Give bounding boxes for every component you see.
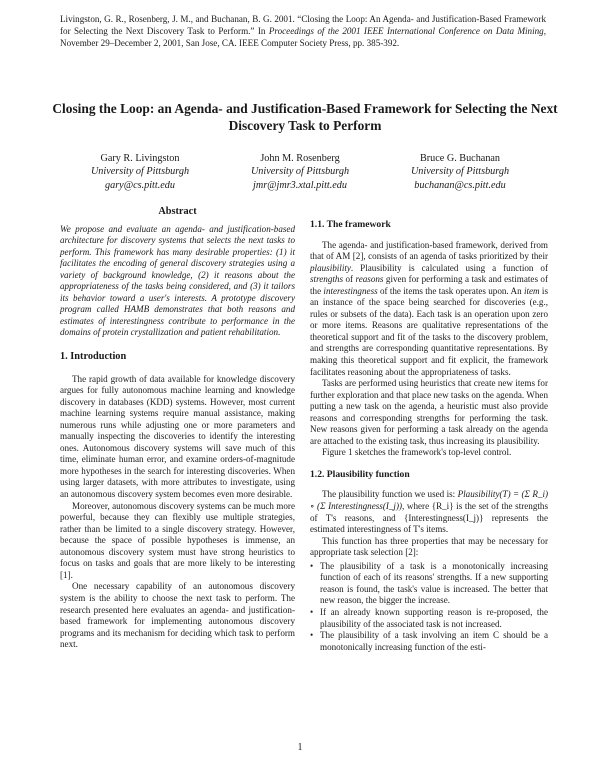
citation-prefix: Livingston, G. R., Rosenberg, J. M., and Buchanan, B. G. 2001. “Closing the Loop: An Agenda- and Justification-Based Framework for Selecting the Next Discovery Task to Perform.” In	[60, 14, 546, 36]
plausibility-formula: Plausibility(T) = (Σ R_i) ∘ (Σ Interestingness(I_j))	[310, 489, 548, 512]
property-list	[310, 561, 548, 653]
author-email: gary@cs.pitt.edu	[105, 179, 175, 191]
plausibility-paragraph: The plausibility function we used is: Plausibility(T) = (Σ R_i) ∘ (Σ Interestingness(I_j)), where {R_i} is the set of the strengths of T's reasons, and {Interestingness(I_j)} represents the estimated interestingness of T's items.	[310, 489, 548, 535]
bullet-icon: •	[310, 606, 314, 617]
author-affiliation: University of Pittsburgh	[250, 166, 350, 178]
intro-paragraph: Moreover, autonomous discovery systems can be much more powerful, because they can flexibly use multiple strategies, rather than be limited to a single discovery strategy. However, because the space of possible hypotheses is immense, an autonomous discovery system must have strong heuristics to focus on tasks and goals that are more likely to be interesting [1].	[60, 500, 295, 580]
abstract-heading: Abstract	[158, 206, 197, 217]
bullet-icon: •	[310, 630, 314, 641]
framework-paragraph: The agenda- and justification-based framework, derived from that of AM [2], consists of an agenda of tasks prioritized by their plausibility. Plausibility is calculated using a function of strengths of reasons given for performing a task and estimates of the interestingness of the items the task operates upon. An item is an instance of the space being searched for discoveries (e.g., rules or subsets of the data). Each task is an operation upon zero or more items. Reasons are qualitative representations of the theoretical support and fit of the tasks to the discovery problem, and strengths are corresponding quantitative representations. By making this theoretical support and fit explicit, the framework facilitates reasoning about the appropriateness of tasks.	[310, 239, 549, 377]
bullet-icon: •	[310, 560, 314, 571]
intro-paragraph: One necessary capability of an autonomous discovery system is the ability to choose the next task to perform. The research presented here evaluates an agenda- and justification-based framework for implementing autonomous discovery programs and its mechanism for deciding which task to perform next.	[60, 581, 295, 650]
author-name: John M. Rosenberg	[260, 153, 340, 164]
framework-paragraph: Figure 1 sketches the framework's top-level control.	[322, 447, 512, 458]
author-1	[55, 152, 225, 192]
citation-header	[60, 13, 546, 49]
author-affiliation: University of Pittsburgh	[410, 166, 510, 178]
abstract-text: We propose and evaluate an agenda- and justification-based architecture for discovery systems that selects the next tasks to perform. This framework has many desirable properties: (1) it facilitates the encoding of general discovery strategies using a variety of background knowledge, (2) it reasons about the appropriateness of the tasks being considered, and (3) it tailors its behavior toward a user's interests. A prototype discovery program called HAMB demonstrates that both reasons and estimates of interestingness contribute to performance in the domains of protein crystallization and patient rehabilitation.	[60, 223, 295, 338]
author-email: jmr@jmr3.xtal.pitt.edu	[253, 179, 347, 191]
list-item: • The plausibility of a task is a monotonically increasing function of each of its reasons' strengths. If a new supporting reason is found, the task's value is increased. The better that new reason, the bigger the increase.	[310, 560, 548, 606]
intro-paragraph: The rapid growth of data available for knowledge discovery argues for fully autonomous machine learning and knowledge discovery in databases (KDD) systems. However, most current machine learning systems require manual assistance, making numerous runs while adjusting one or more parameters and manually inspecting the discoveries to identify the interesting ones. Autonomous discovery systems will save much of this time, eliminate human error, and examine orders-of-magnitude more hypotheses in the search for interesting discoveries. When using larger datasets, with more attributes to investigate, using an autonomous discovery system becomes even more desirable.	[60, 373, 295, 500]
framework-paragraph: Tasks are performed using heuristics that create new items for further exploration and that place new tasks on the agenda. When putting a new task on the agenda, a heuristic must also provide reasons and corresponding strengths for performing the task. New reasons given for performing a task already on the agenda are attached to the existing task, thus increasing its plausibility.	[310, 378, 548, 446]
paper-title: Closing the Loop: an Agenda- and Justification-Based Framework for Selecting the Next Discovery Task to Perform	[52, 101, 558, 133]
author-3	[375, 152, 545, 192]
author-email: buchanan@cs.pitt.edu	[414, 179, 506, 191]
author-2	[215, 152, 385, 192]
list-item: • The plausibility of a task involving an item C should be a monotonically increasing function of the esti-	[310, 630, 548, 652]
citation-venue: Proceedings of the 2001 IEEE International Conference on Data Mining	[268, 26, 544, 36]
author-name: Bruce G. Buchanan	[419, 153, 501, 164]
left-column	[60, 206, 295, 651]
intro-heading: 1. Introduction	[60, 351, 127, 363]
author-affiliation: University of Pittsburgh	[90, 166, 190, 178]
right-column	[310, 219, 548, 653]
list-item: • If an already known supporting reason is re-proposed, the plausibility of the associated task is not increased.	[310, 606, 548, 629]
author-name: Gary R. Livingston	[100, 153, 180, 164]
plausibility-heading: 1.2. Plausibility function	[310, 468, 410, 480]
page-number: 1	[297, 742, 303, 753]
plausibility-paragraph: This function has three properties that may be necessary for appropriate task selection [2]:	[310, 535, 548, 558]
framework-heading: 1.1. The framework	[310, 219, 391, 230]
citation-suffix: , November 29–December 2, 2001, San Jose, CA. IEEE Computer Society Press, pp. 385-392.	[60, 26, 546, 48]
